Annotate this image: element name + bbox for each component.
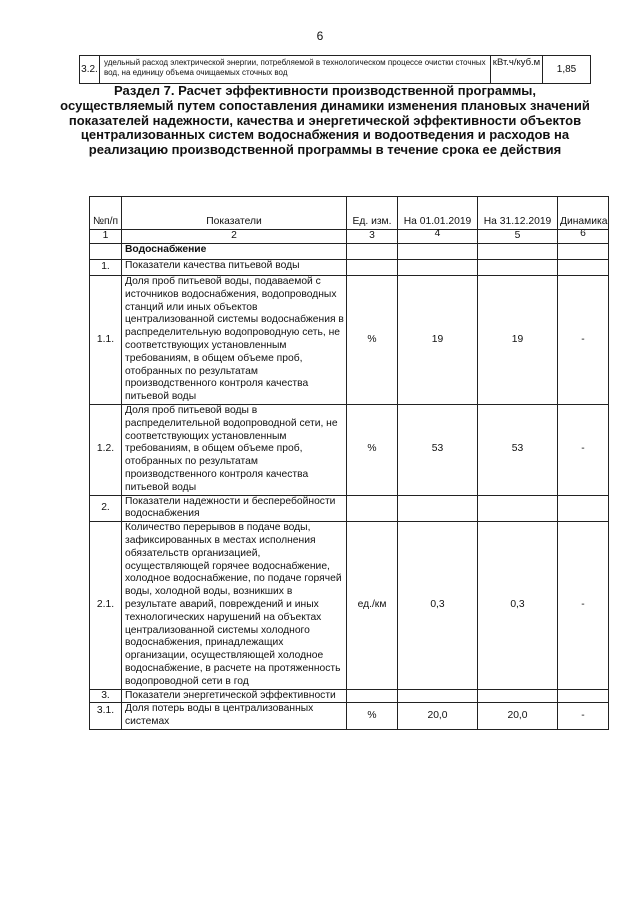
table-row [90,703,609,730]
table-row [90,522,609,689]
value-start [398,689,478,703]
unit-cell [347,495,398,522]
table-row [90,244,609,260]
indicator-text: Водоснабжение [122,244,347,260]
row-number: 1. [90,260,122,276]
table-row [90,260,609,276]
unit-cell: ед./км [347,522,398,689]
previous-table-fragment [79,55,591,84]
row-number: 3.1. [90,703,122,730]
section-title: Раздел 7. Расчет эффективности производственной программы, осуществляемый путем сопоставления динамики изменения плановых значений показателей надежности, качества и энергетической эффективности объектов централизованных систем водоснабжения и водоотведения и расходов на реализацию производственной программы в течение срока ее действия [60,83,590,158]
unit-cell [347,689,398,703]
value-end: 53 [478,404,558,495]
value-end: 0,3 [478,522,558,689]
unit-cell: % [347,276,398,405]
unit-cell [347,244,398,260]
dynamics-cell [558,495,609,522]
row-number: 3. [90,689,122,703]
dynamics-cell: - [558,276,609,405]
value-start: 19 [398,276,478,405]
indicator-text: Доля проб питьевой воды в распределительной водопроводной сети, не соответствующих установленным требованиям, в общем объеме проб, отобранных по результатам производственного контроля качества питьевой воды [122,404,347,495]
indicator-description: удельный расход электрической энергии, потребляемой в технологическом процессе очистки сточных вод, на единицу объема очищаемых сточных вод [100,56,491,84]
column-index: 4 [398,230,478,244]
value-start [398,495,478,522]
column-index: 5 [478,230,558,244]
value-start: 53 [398,404,478,495]
page-number: 6 [316,29,324,43]
dynamics-cell [558,260,609,276]
value-end [478,689,558,703]
efficiency-table [89,196,609,730]
row-number: 2.1. [90,522,122,689]
row-number: 1.2. [90,404,122,495]
table-header-row [90,197,609,230]
header-date-start: На 01.01.2019 [398,197,478,230]
dynamics-cell: - [558,404,609,495]
value-cell: 1,85 [543,56,591,84]
table-row [90,495,609,522]
row-number [90,244,122,260]
header-num: №п/п [90,197,122,230]
value-start: 0,3 [398,522,478,689]
row-number: 1.1. [90,276,122,405]
indicator-text: Показатели надежности и бесперебойности водоснабжения [122,495,347,522]
column-index: 3 [347,230,398,244]
dynamics-cell: - [558,703,609,730]
table-row [90,689,609,703]
dynamics-cell [558,689,609,703]
indicator-text: Доля потерь воды в централизованных системах [122,703,347,730]
header-dynamics: Динамика [558,197,609,230]
table-row [90,404,609,495]
dynamics-cell [558,244,609,260]
value-end: 19 [478,276,558,405]
dynamics-cell: - [558,522,609,689]
value-end [478,244,558,260]
value-end: 20,0 [478,703,558,730]
unit-cell: % [347,404,398,495]
unit-cell: % [347,703,398,730]
column-index-row [90,230,609,244]
row-number: 2. [90,495,122,522]
value-end [478,495,558,522]
table-row [90,276,609,405]
header-date-end: На 31.12.2019 [478,197,558,230]
header-indicator: Показатели [122,197,347,230]
header-unit: Ед. изм. [347,197,398,230]
column-index: 2 [122,230,347,244]
unit-cell: кВт.ч/куб.м [491,56,543,84]
value-start [398,260,478,276]
row-number: 3.2. [80,56,100,84]
table-row [80,56,591,84]
unit-cell [347,260,398,276]
indicator-text: Показатели энергетической эффективности [122,689,347,703]
indicator-text: Количество перерывов в подаче воды, зафиксированных в местах исполнения обязательств организацией, осуществляющей горячее водоснабжение, холодное водоснабжение, по подаче горячей воды, холодной воды, возникших в результате аварий, повреждений и иных технологических нарушений на объектах централизованной системы холодного водоснабжения, принадлежащих организации, осуществляющей холодное водоснабжение, в расчете на протяженность водопроводной сети в год [122,522,347,689]
column-index: 1 [90,230,122,244]
value-start [398,244,478,260]
column-index: 6 [558,230,609,244]
value-end [478,260,558,276]
indicator-text: Показатели качества питьевой воды [122,260,347,276]
value-start: 20,0 [398,703,478,730]
indicator-text: Доля проб питьевой воды, подаваемой с источников водоснабжения, водопроводных станций или иных объектов централизованной системы водоснабжения в распределительную водопроводную сеть, не соответствующих установленным требованиям, в общем объеме проб, отобранных по результатам производственного контроля качества питьевой воды [122,276,347,405]
